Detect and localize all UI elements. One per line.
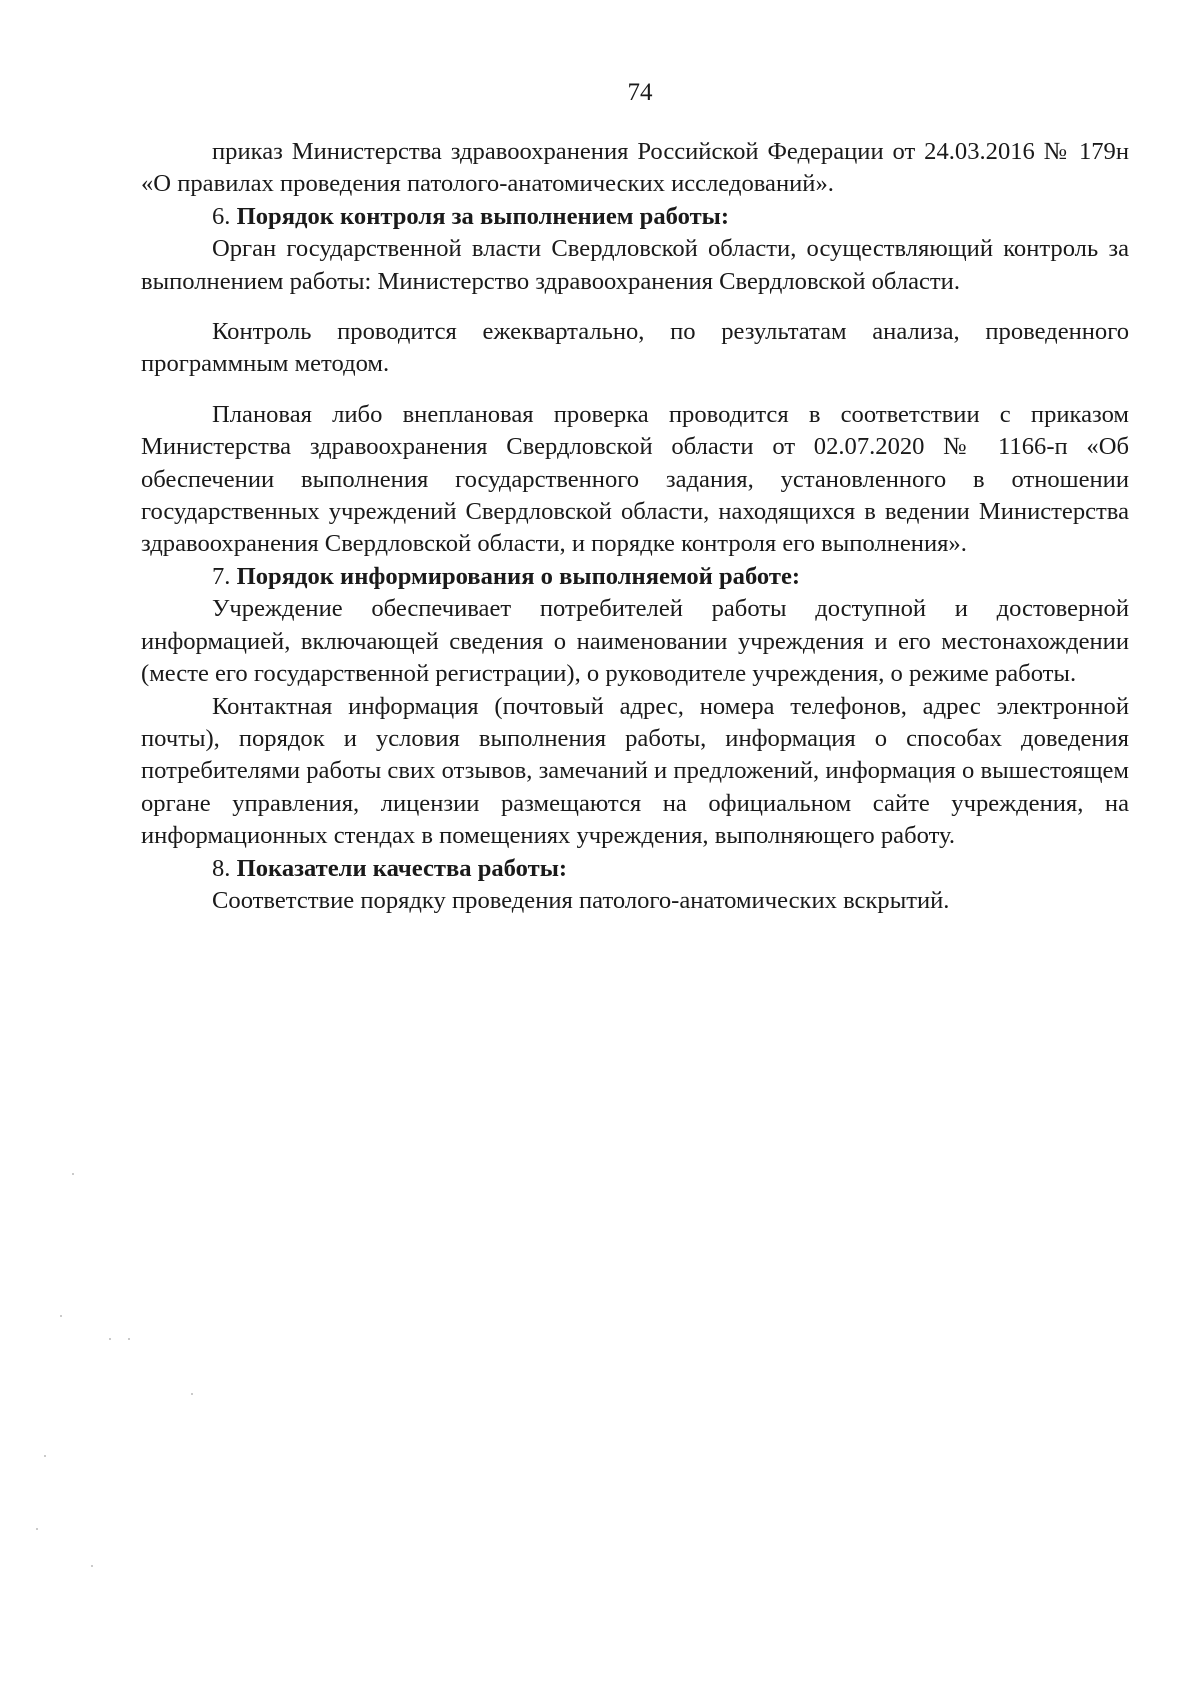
section-7-paragraph-2: Контактная информация (почтовый адрес, номера телефонов, адрес электронной почты), порядок и условия выполнения работы, информация о способах доведения потребителями работы свих отзывов, замечаний и предложений, информация о вышестоящем органе управления, лицензии размещаются на официальном сайте учреждения, на информационных стендах в помещениях учреждения, выполняющего работу.: [141, 692, 1129, 850]
section-6-number: 6.: [212, 202, 237, 230]
scan-speck: [109, 1338, 111, 1340]
section-8-number: 8.: [212, 854, 237, 882]
section-6-heading: [141, 201, 1129, 233]
section-7-title: Порядок информирования о выполняемой работе:: [236, 562, 801, 590]
section-8-title: Показатели качества работы:: [236, 854, 568, 882]
page-number: 74: [627, 79, 653, 106]
section-6-paragraph-2: Контроль проводится ежеквартально, по результатам анализа, проведенного программным методом.: [141, 318, 1129, 378]
scan-speck: [191, 1393, 193, 1395]
scan-speck: [72, 1173, 74, 1175]
section-6-paragraph-3: Плановая либо внеплановая проверка проводится в соответствии с приказом Министерства здравоохранения Свердловской области от 02.07.2020 № 1166-п «Об обеспечении выполнения государственного задания, установленного в отношении государственных учреждений Свердловской области, находящихся в ведении Министерства здравоохранения Свердловской области, и порядке контроля его выполнения».: [141, 400, 1129, 558]
scan-speck: [60, 1315, 62, 1317]
scan-speck: [44, 1455, 46, 1457]
section-7-number: 7.: [212, 562, 237, 590]
section-8-heading: [141, 853, 1129, 885]
section-6-title: Порядок контроля за выполнением работы:: [236, 202, 730, 230]
section-8-paragraph-1: Соответствие порядку проведения патолого-анатомических вскрытий.: [212, 886, 950, 914]
intro-paragraph: приказ Министерства здравоохранения Российской Федерации от 24.03.2016 № 179н «О правилах проведения патолого-анатомических исследований».: [141, 138, 1129, 198]
scan-speck: [128, 1338, 130, 1340]
scan-speck: [91, 1565, 93, 1567]
section-6-paragraph-1: Орган государственной власти Свердловской области, осуществляющий контроль за выполнением работы: Министерство здравоохранения Свердловской области.: [141, 235, 1129, 295]
section-7-paragraph-1: Учреждение обеспечивает потребителей работы доступной и достоверной информацией, включающей сведения о наименовании учреждения и его местонахождении (месте его государственной регистрации), о руководителе учреждения, о режиме работы.: [141, 595, 1129, 688]
document-body: [141, 136, 1129, 917]
section-7-heading: [141, 561, 1129, 593]
scan-speck: [36, 1528, 38, 1530]
